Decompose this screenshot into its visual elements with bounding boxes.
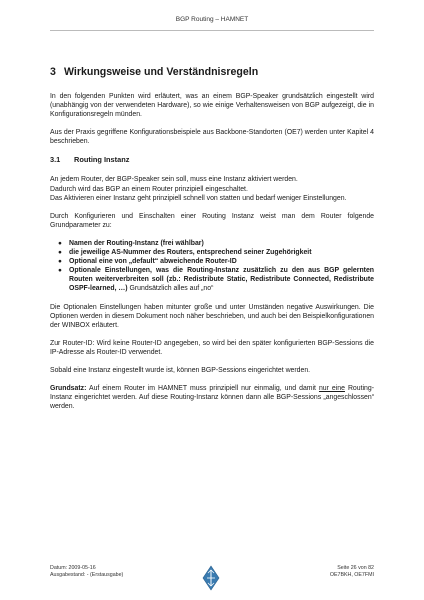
header-divider: [50, 30, 374, 31]
intro-paragraph-1: In den folgenden Punkten wird erläutert, was an einem BGP-Speaker grundsätzlich eingestellt wird (unabhängig von der verwendeten Hardware), so wie einige Verhaltensweisen von BGP aufgezeigt, die in Konfigurationsregeln münden.: [50, 93, 374, 119]
paragraph-instance-line-1: An jedem Router, der BGP-Speaker sein soll, muss eine Instanz aktiviert werden.: [50, 176, 298, 184]
list-item: ● Optional eine von „default“ abweichende Router-ID: [58, 258, 237, 266]
paragraph-router-id: Zur Router-ID: Wird keine Router-ID angegeben, so wird bei den später konfigurierten BGP-Sessions die IP-Adresse als Router-ID verwendet.: [50, 339, 374, 356]
section-heading: [50, 66, 374, 78]
paragraph-principle: Grundsatz: Auf einem Router im HAMNET muss prinzipiell nur einmalig, und damit nur eine Routing-Instanz eingerichtet werden. Auf diese Routing-Instanz können dann alle BGP-Sessions „angeschlossen“ werden.: [50, 385, 374, 411]
page-content: [50, 66, 374, 420]
underlined-text: nur eine: [318, 385, 345, 393]
section-title: Wirkungsweise und Verständnisregeln: [64, 66, 259, 78]
intro-paragraph-2: Aus der Praxis gegriffene Konfigurationsbeispiele aus Backbone-Standorten (OE7) werden unter Kapitel 4 beschrieben.: [50, 129, 374, 146]
subsection-number: 3.1: [50, 155, 61, 165]
paragraph-parameters: Durch Konfigurieren und Einschalten einer Routing Instanz weist man dem Router folgende Grundparameter zu:: [50, 212, 374, 229]
footer-authors: OE7BKH, OE7FMI: [329, 571, 374, 578]
diamond-antenna-logo-icon: [202, 565, 220, 591]
subsection-heading: [50, 155, 374, 164]
list-item: ● Optionale Einstellungen, was die Routing-Instanz zusätzlich zu den aus BGP gelernten Routen weiterverbreiten soll (zb.: Redistribute Static, Redistribute Connected, Redistribute OSPF-learned, …) Grundsätzlich alles auf „no“: [58, 267, 374, 293]
paragraph-options: Die Optionalen Einstellungen haben mitunter große und unter Umständen negative Auswirkungen. Die Optionen werden in diesem Dokument noch näher beschrieben, und auch bei den Beispielkonfigurationen der WINBOX erläutert.: [50, 303, 374, 329]
footer-page-number: Seite 26 von 82: [337, 565, 374, 571]
bullet-icon: ●: [58, 249, 62, 257]
section-number: 3: [50, 66, 56, 78]
page-header: BGP Routing – HAMNET: [175, 16, 249, 23]
bullet-icon: ●: [58, 239, 62, 247]
footer-date: Datum: 2009-05-16: [50, 565, 96, 571]
paragraph-sessions: Sobald eine Instanz eingestellt wurde ist, können BGP-Sessions eingerichtet werden.: [50, 366, 311, 374]
subsection-title: Routing Instanz: [74, 155, 130, 165]
list-item: ● die jeweilige AS-Nummer des Routers, entsprechend seiner Zugehörigkeit: [58, 249, 312, 257]
list-item: ● Namen der Routing-Instanz (frei wählbar): [58, 239, 204, 247]
parameter-list: [50, 239, 374, 294]
bullet-icon: ●: [58, 258, 62, 266]
principle-label: Grundsatz:: [50, 385, 87, 393]
paragraph-instance: [50, 175, 374, 202]
paragraph-instance-line-2: Dadurch wird das BGP an einem Router prinzipiell eingeschaltet.: [50, 185, 248, 193]
paragraph-instance-line-3: Das Aktivieren einer Instanz geht prinzipiell schnell von statten und bedarf weniger Einstellungen.: [50, 194, 347, 202]
footer-right: [330, 565, 374, 579]
footer-left: [50, 565, 123, 579]
footer-edition: Ausgabestand: - (Erstausgabe): [50, 571, 124, 578]
bullet-icon: ●: [58, 267, 62, 275]
